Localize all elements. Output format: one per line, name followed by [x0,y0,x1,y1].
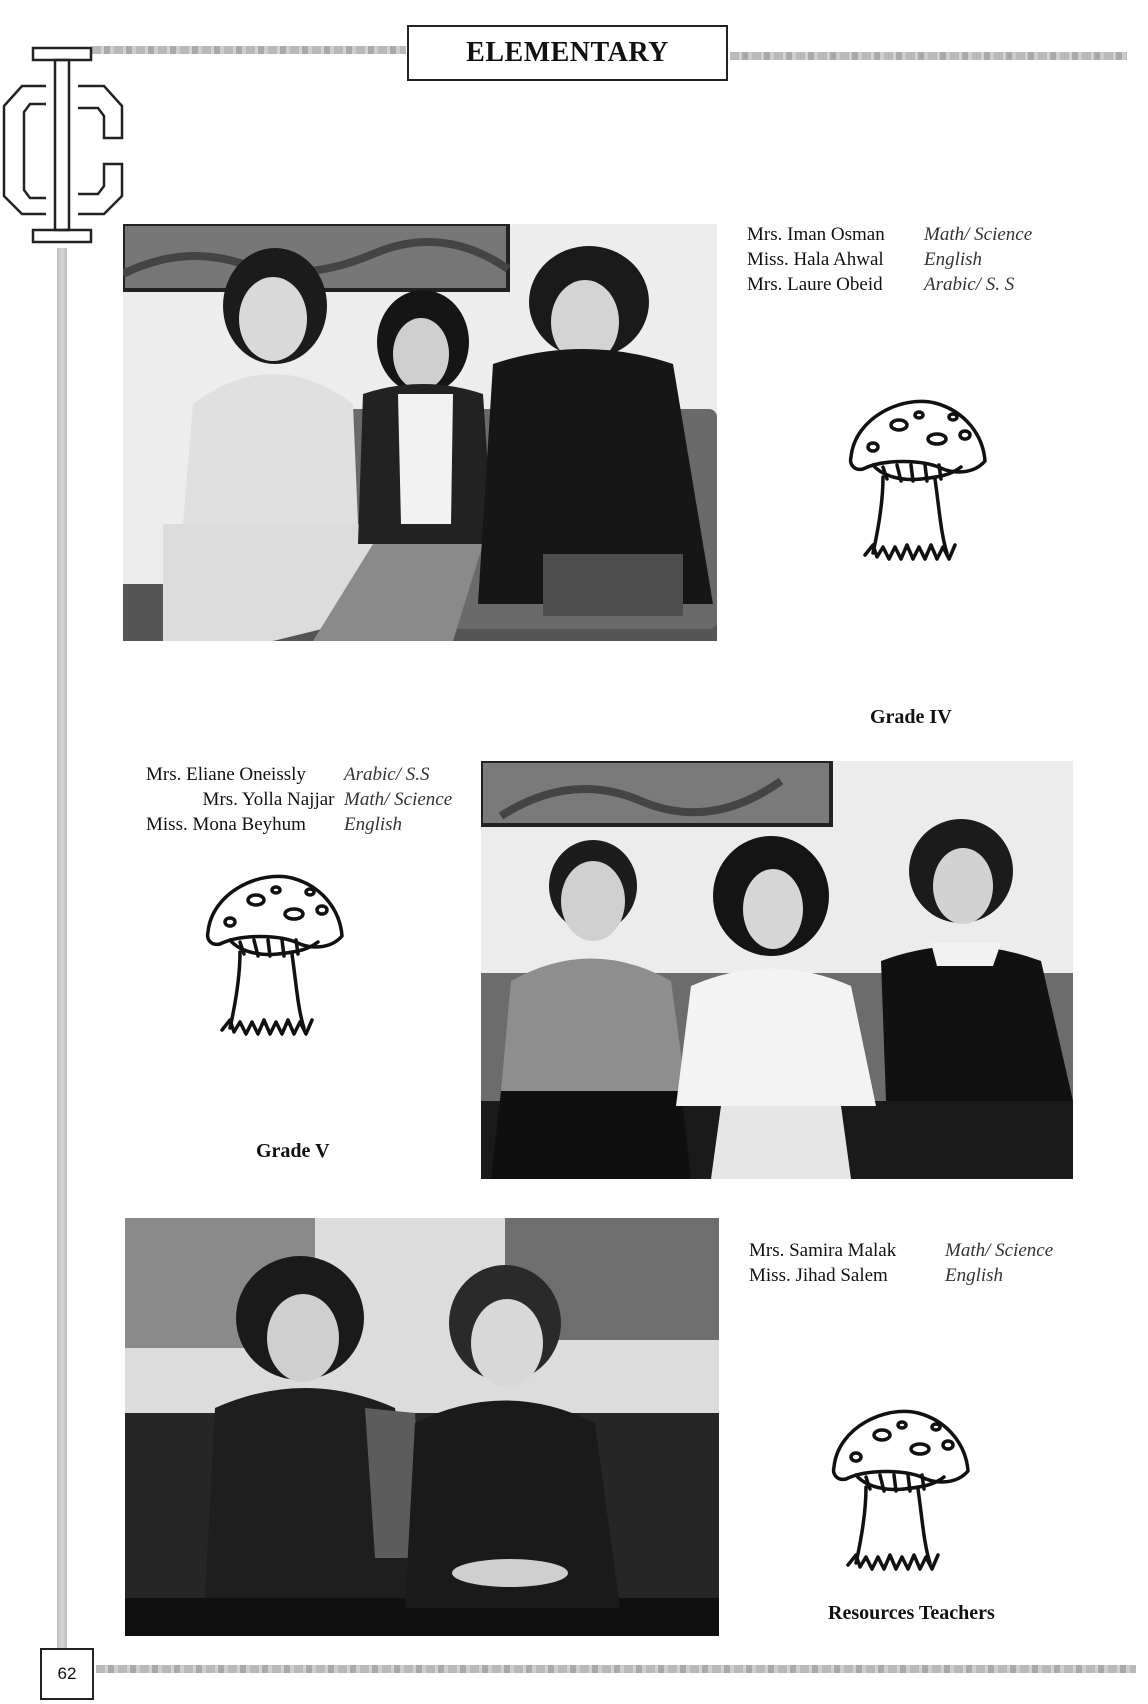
grade-v-teachers-photo [481,761,1073,1179]
teacher-row [146,787,452,812]
resources-teachers-photo [125,1218,719,1636]
teacher-name: Miss. Hala Ahwal [747,249,884,270]
teacher-row [146,762,452,787]
teacher-subject: Math/ Science [945,1240,1054,1261]
grade-iv-teachers-photo [123,224,717,641]
header-rule-right [730,52,1127,60]
teacher-row [749,1238,1053,1263]
grade-v-teacher-list [146,762,452,837]
teacher-subject: English [945,1265,1004,1286]
resources-teachers-label: Resources Teachers [828,1602,995,1624]
teacher-subject: English [924,249,983,270]
grade-v-label: Grade V [256,1140,330,1162]
teacher-subject: English [344,814,403,835]
teacher-row [747,222,1032,247]
page-number: 62 [40,1648,94,1700]
teacher-subject: Math/ Science [344,789,453,810]
teacher-row [146,812,452,837]
mushroom-icon [843,395,993,570]
teacher-subject: Math/ Science [924,224,1033,245]
teacher-subject: Arabic/ S.S [344,764,430,785]
left-margin-bar [57,248,67,1648]
header-rule-left [92,46,406,54]
teacher-name: Mrs. Yolla Najjar [202,789,335,810]
teacher-name: Mrs. Iman Osman [747,224,885,245]
teacher-row [747,247,1032,272]
teacher-name: Mrs. Eliane Oneissly [146,764,306,785]
footer-rule [96,1665,1136,1673]
teacher-subject: Arabic/ S. S [924,274,1015,295]
teacher-name: Mrs. Samira Malak [749,1240,897,1261]
mushroom-icon [200,870,350,1045]
teacher-row [747,272,1032,297]
grade-iv-teacher-list [747,222,1032,297]
ic-monogram-icon [0,46,126,246]
teacher-name: Mrs. Laure Obeid [747,274,883,295]
teacher-row [749,1263,1053,1288]
teacher-name: Miss. Mona Beyhum [146,814,306,835]
page-title: ELEMENTARY [407,25,728,81]
mushroom-icon [826,1405,976,1580]
teacher-name: Miss. Jihad Salem [749,1265,888,1286]
grade-iv-label: Grade IV [870,706,952,728]
resources-teacher-list [749,1238,1053,1288]
